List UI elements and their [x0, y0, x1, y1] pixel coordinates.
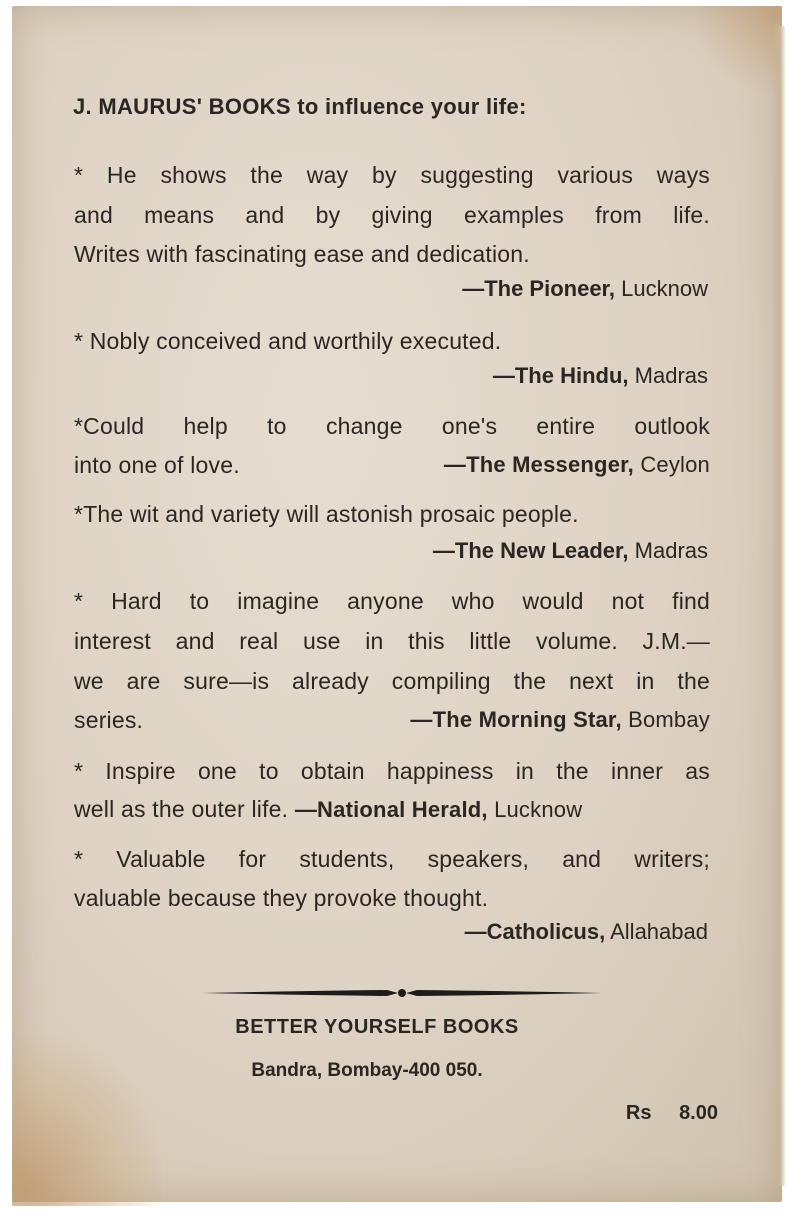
- review-line: * Inspire one to obtain happiness in the inner as: [74, 758, 710, 784]
- ornamental-divider: [202, 982, 602, 1004]
- review-attribution: [410, 707, 710, 733]
- review-attribution: [493, 363, 708, 389]
- review-attribution: [433, 538, 708, 564]
- review-place: Bombay: [628, 707, 710, 732]
- review-place: Madras: [634, 363, 708, 388]
- review-line: *Could help to change one's entire outlook: [74, 413, 710, 439]
- worn-edge: [772, 26, 786, 1186]
- review-line-with-attribution: [74, 796, 710, 823]
- corner-stain: [692, 6, 782, 96]
- review-line: series.: [74, 707, 144, 733]
- review-source: —The Hindu,: [492, 363, 629, 388]
- review-source: —The Morning Star,: [410, 707, 622, 732]
- review-line: * Valuable for students, speakers, and writers;: [74, 846, 710, 872]
- review-place: Ceylon: [640, 452, 710, 477]
- review-line: we are sure—is already compiling the next in the: [74, 668, 710, 694]
- review-line: into one of love.: [74, 452, 240, 478]
- review-line: *The wit and variety will astonish prosaic people.: [74, 501, 579, 527]
- publisher-address: Bandra, Bombay-400 050.: [251, 1060, 483, 1081]
- review-place: Madras: [634, 538, 708, 563]
- page-title: J. MAURUS' BOOKS to influence your life:: [73, 94, 527, 119]
- review-attribution: [295, 797, 582, 822]
- review-line: well as the outer life.: [74, 796, 289, 822]
- review-source: —The Messenger,: [443, 452, 634, 477]
- review-line: * He shows the way by suggesting various ways: [74, 162, 710, 188]
- review-source: —The New Leader,: [432, 538, 629, 563]
- review-attribution: [462, 276, 708, 302]
- review-attribution: [444, 452, 710, 478]
- review-source: —Catholicus,: [464, 919, 606, 944]
- review-line: * Hard to imagine anyone who would not find: [74, 588, 710, 614]
- price-amount: 8.00: [679, 1102, 718, 1124]
- review-place: Lucknow: [621, 276, 708, 301]
- review-line: valuable because they provoke thought.: [74, 885, 489, 911]
- review-place: Allahabad: [610, 919, 708, 944]
- review-attribution: [465, 919, 708, 945]
- review-line-with-attribution: [74, 452, 710, 479]
- review-line: * Nobly conceived and worthily executed.: [74, 328, 502, 354]
- price: [626, 1102, 718, 1125]
- back-cover: [12, 6, 782, 1202]
- review-source: —The Pioneer,: [462, 276, 616, 301]
- publisher-name: BETTER YOURSELF BOOKS: [235, 1016, 519, 1038]
- review-source: —National Herald,: [294, 797, 488, 822]
- review-line: Writes with fascinating ease and dedication.: [74, 241, 530, 267]
- review-line: interest and real use in this little volume. J.M.—: [74, 628, 710, 654]
- review-line: and means and by giving examples from life.: [74, 202, 710, 228]
- review-place: Lucknow: [494, 797, 583, 822]
- price-currency: Rs: [625, 1102, 652, 1124]
- review-line-with-attribution: [74, 707, 710, 734]
